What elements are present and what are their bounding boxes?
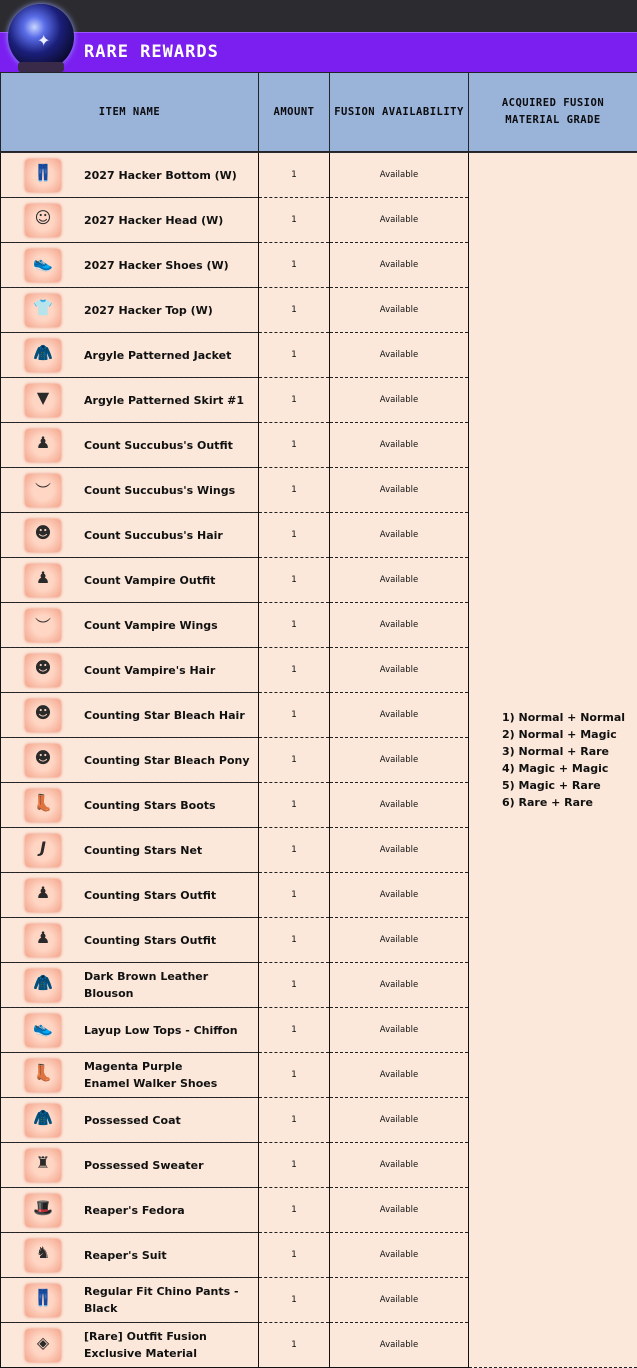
item-amount: 1 <box>259 1098 330 1143</box>
outfit-icon[interactable] <box>25 429 61 462</box>
item-amount: 1 <box>259 1053 330 1098</box>
wings-icon[interactable] <box>25 474 61 507</box>
head-icon[interactable] <box>25 204 61 237</box>
item-amount: 1 <box>259 1143 330 1188</box>
grade-item: 3) Normal + Rare <box>502 743 637 760</box>
item-cell <box>1 333 259 378</box>
item-amount: 1 <box>259 693 330 738</box>
boots-icon[interactable] <box>25 1059 61 1092</box>
item-cell <box>1 918 259 963</box>
item-glyph: ▼ <box>25 388 61 407</box>
item-amount: 1 <box>259 423 330 468</box>
item-name: Counting Stars Net <box>84 828 254 872</box>
item-availability: Available <box>330 1008 469 1053</box>
item-cell <box>1 873 259 918</box>
item-name: Count Vampire Outfit <box>84 558 254 602</box>
item-glyph: ◈ <box>25 1333 61 1352</box>
pants-icon[interactable] <box>25 1284 61 1317</box>
header-grade-line2: MATERIAL GRADE <box>470 112 636 129</box>
item-availability: Available <box>330 1188 469 1233</box>
item-availability: Available <box>330 828 469 873</box>
item-amount: 1 <box>259 1278 330 1323</box>
grade-list <box>469 153 637 1368</box>
stockings-icon[interactable] <box>25 834 61 867</box>
item-availability: Available <box>330 1233 469 1278</box>
item-name: Argyle Patterned Jacket <box>84 333 254 377</box>
item-glyph: ☻ <box>25 748 61 767</box>
item-cell <box>1 243 259 288</box>
crystal-ball-base <box>18 62 64 72</box>
item-name: 2027 Hacker Head (W) <box>84 198 254 242</box>
item-amount: 1 <box>259 783 330 828</box>
item-glyph: ♟ <box>25 433 61 452</box>
item-amount: 1 <box>259 1323 330 1368</box>
item-glyph: 👕 <box>25 298 61 317</box>
grade-item: 2) Normal + Magic <box>502 726 637 743</box>
item-amount: 1 <box>259 153 330 198</box>
hat-icon[interactable] <box>25 1194 61 1227</box>
item-amount: 1 <box>259 1233 330 1278</box>
item-amount: 1 <box>259 288 330 333</box>
item-amount: 1 <box>259 1188 330 1233</box>
item-name: Possessed Sweater <box>84 1143 254 1187</box>
item-availability: Available <box>330 153 469 198</box>
outfit-icon[interactable] <box>25 924 61 957</box>
sweater-icon[interactable] <box>25 1149 61 1182</box>
item-availability: Available <box>330 873 469 918</box>
boots-icon[interactable] <box>25 789 61 822</box>
outfit-icon[interactable] <box>25 879 61 912</box>
item-availability: Available <box>330 1098 469 1143</box>
item-amount: 1 <box>259 603 330 648</box>
item-amount: 1 <box>259 1008 330 1053</box>
item-glyph: 🧥 <box>25 343 61 362</box>
item-glyph: 👖 <box>25 163 61 182</box>
crystal-ball-icon: ✦ <box>8 4 74 70</box>
item-name: [Rare] Outfit Fusion Exclusive Material <box>84 1323 254 1367</box>
item-availability: Available <box>330 1143 469 1188</box>
item-amount: 1 <box>259 648 330 693</box>
item-availability: Available <box>330 423 469 468</box>
item-name: Regular Fit Chino Pants - Black <box>84 1278 254 1322</box>
item-availability: Available <box>330 513 469 558</box>
grade-item: 6) Rare + Rare <box>502 794 637 811</box>
item-amount: 1 <box>259 963 330 1008</box>
coat-icon[interactable] <box>25 1104 61 1137</box>
item-cell <box>1 1053 259 1098</box>
item-cell <box>1 828 259 873</box>
item-glyph: ︶ <box>25 613 61 636</box>
rewards-table <box>0 72 637 1368</box>
item-glyph: ︶ <box>25 478 61 501</box>
outfit-icon[interactable] <box>25 564 61 597</box>
item-cell <box>1 1098 259 1143</box>
item-cell <box>1 1323 259 1368</box>
jacket-icon[interactable] <box>25 339 61 372</box>
item-name: Magenta Purple Enamel Walker Shoes <box>84 1053 254 1097</box>
item-cell <box>1 468 259 513</box>
suit-icon[interactable] <box>25 1239 61 1272</box>
item-availability: Available <box>330 243 469 288</box>
item-availability: Available <box>330 1278 469 1323</box>
item-name: 2027 Hacker Shoes (W) <box>84 243 254 287</box>
item-availability: Available <box>330 198 469 243</box>
item-amount: 1 <box>259 333 330 378</box>
item-name: 2027 Hacker Bottom (W) <box>84 153 254 197</box>
header-item-name: ITEM NAME <box>1 73 259 152</box>
skirt-icon[interactable] <box>25 384 61 417</box>
item-availability: Available <box>330 648 469 693</box>
wings-icon[interactable] <box>25 609 61 642</box>
item-cell <box>1 738 259 783</box>
item-glyph: 🧥 <box>25 1108 61 1127</box>
item-availability: Available <box>330 963 469 1008</box>
hair-icon[interactable] <box>25 699 61 732</box>
item-availability: Available <box>330 378 469 423</box>
item-glyph: ♜ <box>25 1153 61 1172</box>
item-name: 2027 Hacker Top (W) <box>84 288 254 332</box>
item-availability: Available <box>330 288 469 333</box>
top-bar <box>0 0 637 32</box>
item-name: Possessed Coat <box>84 1098 254 1142</box>
item-glyph: 🧥 <box>25 973 61 992</box>
item-amount: 1 <box>259 558 330 603</box>
item-amount: 1 <box>259 378 330 423</box>
item-availability: Available <box>330 468 469 513</box>
item-cell <box>1 1008 259 1053</box>
jacket-icon[interactable] <box>25 969 61 1002</box>
item-name: Count Vampire's Hair <box>84 648 254 692</box>
item-amount: 1 <box>259 738 330 783</box>
item-name: Counting Stars Boots <box>84 783 254 827</box>
item-amount: 1 <box>259 918 330 963</box>
item-cell <box>1 1143 259 1188</box>
item-glyph: ☻ <box>25 703 61 722</box>
item-name: Counting Star Bleach Pony <box>84 738 254 782</box>
item-cell <box>1 693 259 738</box>
item-cell <box>1 378 259 423</box>
item-name: Count Succubus's Outfit <box>84 423 254 467</box>
shoes-icon[interactable] <box>25 1014 61 1047</box>
grade-item: 4) Magic + Magic <box>502 760 637 777</box>
item-glyph: ♟ <box>25 883 61 902</box>
item-cell <box>1 153 259 198</box>
item-cell <box>1 1278 259 1323</box>
item-name: Counting Stars Outfit <box>84 918 254 962</box>
item-glyph: 👟 <box>25 253 61 272</box>
header-material-grade <box>469 73 637 152</box>
item-cell <box>1 1188 259 1233</box>
item-name: Layup Low Tops - Chiffon <box>84 1008 254 1052</box>
item-glyph: 👟 <box>25 1018 61 1037</box>
table-row <box>1 153 637 198</box>
item-glyph: ♞ <box>25 1243 61 1262</box>
item-name: Counting Stars Outfit <box>84 873 254 917</box>
grade-item: 5) Magic + Rare <box>502 777 637 794</box>
grade-item: 1) Normal + Normal <box>502 709 637 726</box>
item-glyph: ☺ <box>25 208 61 227</box>
item-name: Reaper's Fedora <box>84 1188 254 1232</box>
item-glyph: ☻ <box>25 523 61 542</box>
item-amount: 1 <box>259 828 330 873</box>
item-cell <box>1 1233 259 1278</box>
item-availability: Available <box>330 1323 469 1368</box>
item-availability: Available <box>330 558 469 603</box>
item-cell <box>1 648 259 693</box>
item-name: Count Succubus's Hair <box>84 513 254 557</box>
item-name: Reaper's Suit <box>84 1233 254 1277</box>
item-name: Count Vampire Wings <box>84 603 254 647</box>
item-cell <box>1 423 259 468</box>
item-amount: 1 <box>259 198 330 243</box>
item-availability: Available <box>330 333 469 378</box>
material-icon[interactable] <box>25 1329 61 1362</box>
item-glyph: 👢 <box>25 1063 61 1082</box>
item-cell <box>1 288 259 333</box>
banner-title: RARE REWARDS <box>84 42 219 62</box>
item-amount: 1 <box>259 468 330 513</box>
item-availability: Available <box>330 603 469 648</box>
rewards-banner <box>0 32 637 72</box>
item-glyph: ♟ <box>25 928 61 947</box>
header-fusion-availability: FUSION AVAILABILITY <box>330 73 469 152</box>
item-cell <box>1 513 259 558</box>
item-glyph: ♟ <box>25 568 61 587</box>
item-glyph: 👢 <box>25 793 61 812</box>
header-grade-line1: ACQUIRED FUSION <box>470 95 636 112</box>
item-cell <box>1 603 259 648</box>
item-cell <box>1 963 259 1008</box>
item-name: Count Succubus's Wings <box>84 468 254 512</box>
item-amount: 1 <box>259 513 330 558</box>
item-name: Counting Star Bleach Hair <box>84 693 254 737</box>
shoes-icon[interactable] <box>25 249 61 282</box>
item-cell <box>1 198 259 243</box>
item-cell <box>1 783 259 828</box>
item-glyph: 👖 <box>25 1288 61 1307</box>
item-name: Dark Brown Leather Blouson <box>84 963 254 1007</box>
top-icon[interactable] <box>25 294 61 327</box>
item-glyph: 🎩 <box>25 1198 61 1217</box>
item-availability: Available <box>330 1053 469 1098</box>
item-availability: Available <box>330 738 469 783</box>
item-glyph: ☻ <box>25 658 61 677</box>
item-glyph: 𝙅 <box>25 838 61 857</box>
hair-icon[interactable] <box>25 744 61 777</box>
item-availability: Available <box>330 783 469 828</box>
item-amount: 1 <box>259 243 330 288</box>
pants-icon[interactable] <box>25 159 61 192</box>
hair-icon[interactable] <box>25 654 61 687</box>
item-name: Argyle Patterned Skirt #1 <box>84 378 254 422</box>
header-amount: AMOUNT <box>259 73 330 152</box>
hair-icon[interactable] <box>25 519 61 552</box>
item-availability: Available <box>330 918 469 963</box>
item-amount: 1 <box>259 873 330 918</box>
item-cell <box>1 558 259 603</box>
item-availability: Available <box>330 693 469 738</box>
